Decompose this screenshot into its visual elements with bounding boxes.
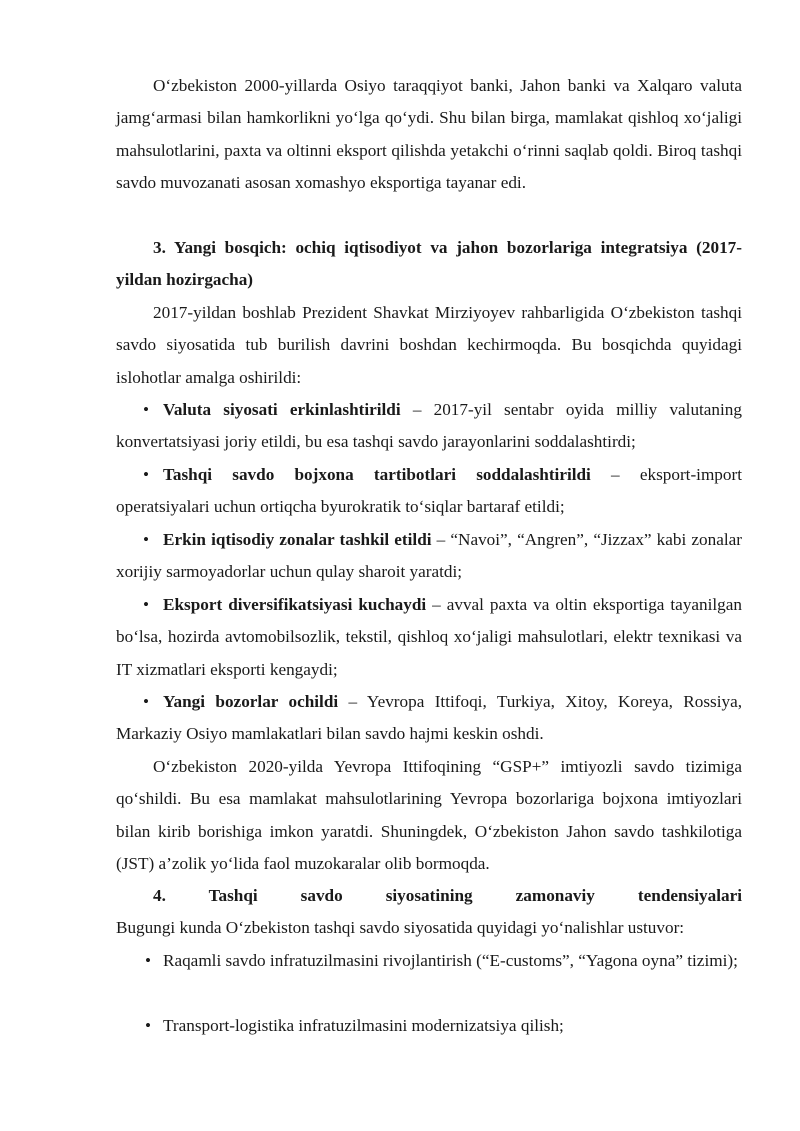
sub-list-item-text: Transport-logistika infratuzilmasini modernizatsiya qilish; <box>163 1016 564 1035</box>
bullet-icon: • <box>145 1016 152 1035</box>
list-item <box>116 459 742 524</box>
section-4-heading: 4. Tashqi savdo siyosatining zamonaviy tendensiyalari <box>153 886 742 905</box>
sub-list-item <box>145 1010 742 1042</box>
list-item <box>116 686 742 751</box>
paragraph-intro: O‘zbekiston 2000-yillarda Osiyo taraqqiyot banki, Jahon banki va Xalqaro valuta jamg‘armasi bilan hamkorlikni yo‘lga qo‘ydi. Shu bilan birga, mamlakat qishloq xo‘jaligi mahsulotlarini, paxta va oltinni eksport qilishda yetakchi o‘rinni saqlab qoldi. Biroq tashqi savdo muvozanati asosan xomashyo eksportiga tayanar edi. <box>116 76 742 193</box>
list-item <box>116 394 742 459</box>
bullet-icon: • <box>143 595 150 614</box>
bullet-icon: • <box>143 400 150 419</box>
list-item-title: Tashqi savdo bojxona tartibotlari soddalashtirildi <box>163 465 591 484</box>
bullet-icon: • <box>143 465 150 484</box>
paragraph-priorities: Bugungi kunda O‘zbekiston tashqi savdo siyosatida quyidagi yo‘nalishlar ustuvor: <box>116 918 685 937</box>
list-item-text: – Yevropa Ittifoqi, Turkiya, Xitoy, Koreya, Rossiya, Markaziy Osiyo mamlakatlari bilan savdo hajmi keskin oshdi. <box>116 692 742 744</box>
bullet-icon: • <box>145 951 152 970</box>
sub-list-item <box>145 945 742 977</box>
section-3-heading: 3. Yangi bosqich: ochiq iqtisodiyot va jahon bozorlariga integratsiya (2017-yildan hozirgacha) <box>116 238 742 290</box>
sub-list-item-text: Raqamli savdo infratuzilmasini rivojlantirish (“E-customs”, “Yagona oyna” tizimi); <box>163 951 738 970</box>
list-item-text: – avval paxta va oltin eksportiga tayanilgan bo‘lsa, hozirda avtomobilsozlik, tekstil, qishloq xo‘jaligi mahsulotlari, elektr texnikasi va IT xizmatlari eksporti kengaydi; <box>116 595 742 679</box>
list-item <box>116 589 742 686</box>
list-item-title: Erkin iqtisodiy zonalar tashkil etildi <box>163 530 432 549</box>
bullet-icon: • <box>143 692 150 711</box>
paragraph-gsp: O‘zbekiston 2020-yilda Yevropa Ittifoqining “GSP+” imtiyozli savdo tizimiga qo‘shildi. Bu esa mamlakat mahsulotlarining Yevropa bozorlariga bojxona imtiyozlari bilan kirib borishiga imkon yaratdi. Shuningdek, O‘zbekiston Jahon savdo tashkilotiga (JST) a’zolik yo‘lida faol muzokaralar olib bormoqda. <box>116 757 742 874</box>
list-item <box>116 524 742 589</box>
list-item-title: Yangi bozorlar ochildi <box>163 692 339 711</box>
list-item-text: – “Navoi”, “Angren”, “Jizzax” kabi zonalar xorijiy sarmoyadorlar uchun qulay sharoit yaratdi; <box>116 530 742 582</box>
list-item-title: Valuta siyosati erkinlashtirildi <box>163 400 401 419</box>
list-item-text: – 2017-yil sentabr oyida milliy valutaning konvertatsiyasi joriy etildi, bu esa tashqi savdo jarayonlarini soddalashtirdi; <box>116 400 742 452</box>
bullet-icon: • <box>143 530 150 549</box>
list-item-title: Eksport diversifikatsiyasi kuchaydi <box>163 595 427 614</box>
paragraph-reforms-intro: 2017-yildan boshlab Prezident Shavkat Mirziyoyev rahbarligida O‘zbekiston tashqi savdo siyosatida tub burilish davrini boshdan kechirmoqda. Bu bosqichda quyidagi islohotlar amalga oshirildi: <box>116 303 742 387</box>
list-item-text: – eksport-import operatsiyalari uchun ortiqcha byurokratik to‘siqlar bartaraf etildi; <box>116 465 742 517</box>
